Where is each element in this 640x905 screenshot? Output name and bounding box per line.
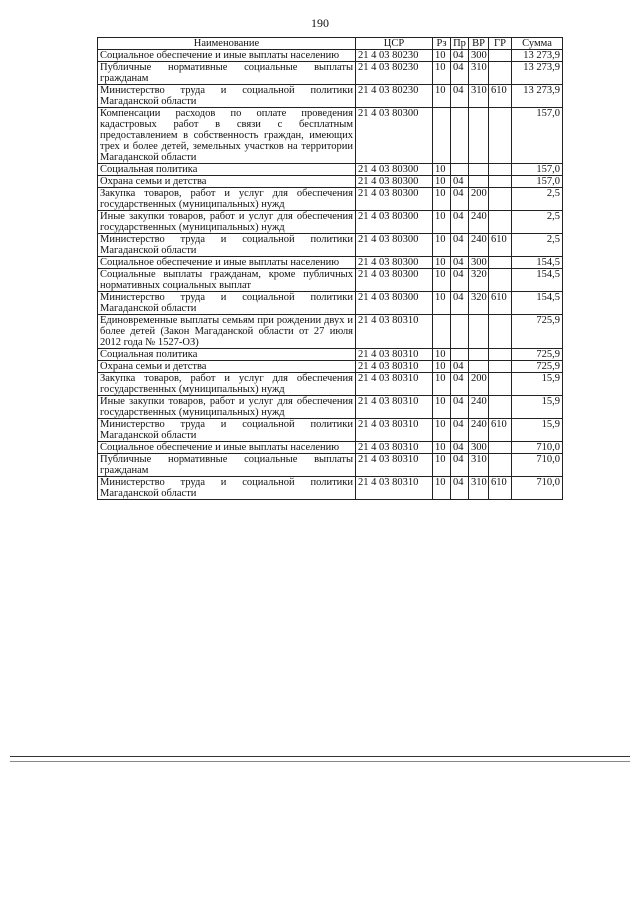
cell-name: Публичные нормативные социальные выплаты гражданам: [98, 62, 356, 85]
table-row: [98, 315, 563, 349]
cell-gr: [489, 315, 512, 349]
cell-pr: [451, 108, 469, 164]
cell-rz: 10: [433, 188, 451, 211]
cell-gr: [489, 373, 512, 396]
cell-gr: [489, 62, 512, 85]
budget-table: [97, 37, 563, 500]
cell-rz: 10: [433, 257, 451, 269]
cell-csr: 21 4 03 80310: [356, 361, 433, 373]
cell-gr: [489, 442, 512, 454]
cell-rz: 10: [433, 234, 451, 257]
cell-pr: 04: [451, 234, 469, 257]
header-name: Наименование: [98, 38, 356, 50]
cell-pr: 04: [451, 361, 469, 373]
cell-pr: 04: [451, 269, 469, 292]
cell-sum: 2,5: [512, 234, 563, 257]
cell-sum: 154,5: [512, 269, 563, 292]
cell-pr: [451, 164, 469, 176]
cell-rz: 10: [433, 62, 451, 85]
cell-vr: 200: [469, 188, 489, 211]
cell-sum: 725,9: [512, 315, 563, 349]
cell-sum: 154,5: [512, 257, 563, 269]
table-row: [98, 176, 563, 188]
table-row: [98, 85, 563, 108]
cell-pr: 04: [451, 477, 469, 500]
cell-csr: 21 4 03 80310: [356, 315, 433, 349]
cell-pr: 04: [451, 454, 469, 477]
cell-name: Социальное обеспечение и иные выплаты населению: [98, 442, 356, 454]
cell-gr: [489, 164, 512, 176]
table-row: [98, 349, 563, 361]
cell-gr: [489, 269, 512, 292]
cell-name: Единовременные выплаты семьям при рождении двух и более детей (Закон Магаданской области от 27 июля 2012 года № 1527-ОЗ): [98, 315, 356, 349]
cell-name: Социальное обеспечение и иные выплаты населению: [98, 257, 356, 269]
cell-vr: 240: [469, 419, 489, 442]
cell-pr: [451, 315, 469, 349]
table-row: [98, 442, 563, 454]
cell-csr: 21 4 03 80300: [356, 234, 433, 257]
cell-sum: 157,0: [512, 164, 563, 176]
table-row: [98, 373, 563, 396]
cell-csr: 21 4 03 80310: [356, 419, 433, 442]
cell-rz: 10: [433, 164, 451, 176]
cell-pr: 04: [451, 50, 469, 62]
cell-sum: 157,0: [512, 176, 563, 188]
cell-vr: 320: [469, 292, 489, 315]
cell-vr: 310: [469, 85, 489, 108]
header-csr: ЦСР: [356, 38, 433, 50]
cell-csr: 21 4 03 80300: [356, 176, 433, 188]
header-rz: Рз: [433, 38, 451, 50]
table-row: [98, 269, 563, 292]
cell-sum: 2,5: [512, 211, 563, 234]
table-row: [98, 164, 563, 176]
cell-name: Социальное обеспечение и иные выплаты населению: [98, 50, 356, 62]
cell-name: Министерство труда и социальной политики Магаданской области: [98, 419, 356, 442]
cell-rz: 10: [433, 396, 451, 419]
cell-csr: 21 4 03 80300: [356, 188, 433, 211]
cell-vr: 310: [469, 62, 489, 85]
cell-csr: 21 4 03 80300: [356, 108, 433, 164]
table-row: [98, 292, 563, 315]
divider-line: [10, 756, 630, 757]
cell-name: Иные закупки товаров, работ и услуг для обеспечения государственных (муниципальных) нужд: [98, 396, 356, 419]
cell-sum: 15,9: [512, 373, 563, 396]
table-row: [98, 454, 563, 477]
cell-vr: 310: [469, 477, 489, 500]
cell-name: Закупка товаров, работ и услуг для обеспечения государственных (муниципальных) нужд: [98, 188, 356, 211]
cell-vr: 310: [469, 454, 489, 477]
cell-name: Социальная политика: [98, 164, 356, 176]
cell-sum: 13 273,9: [512, 62, 563, 85]
cell-name: Охрана семьи и детства: [98, 176, 356, 188]
cell-sum: 710,0: [512, 477, 563, 500]
cell-sum: 157,0: [512, 108, 563, 164]
table-row: [98, 50, 563, 62]
cell-gr: 610: [489, 234, 512, 257]
cell-pr: 04: [451, 442, 469, 454]
cell-gr: [489, 176, 512, 188]
cell-gr: [489, 361, 512, 373]
cell-name: Социальная политика: [98, 349, 356, 361]
header-vr: ВР: [469, 38, 489, 50]
cell-sum: 154,5: [512, 292, 563, 315]
cell-rz: 10: [433, 349, 451, 361]
cell-csr: 21 4 03 80310: [356, 349, 433, 361]
table-row: [98, 419, 563, 442]
cell-vr: [469, 315, 489, 349]
cell-rz: 10: [433, 211, 451, 234]
cell-vr: 300: [469, 257, 489, 269]
cell-name: Министерство труда и социальной политики Магаданской области: [98, 292, 356, 315]
cell-gr: [489, 50, 512, 62]
cell-rz: 10: [433, 176, 451, 188]
cell-gr: [489, 211, 512, 234]
cell-csr: 21 4 03 80310: [356, 477, 433, 500]
table-row: [98, 108, 563, 164]
cell-sum: 13 273,9: [512, 85, 563, 108]
cell-rz: 10: [433, 454, 451, 477]
cell-name: Охрана семьи и детства: [98, 361, 356, 373]
cell-csr: 21 4 03 80300: [356, 257, 433, 269]
cell-pr: 04: [451, 188, 469, 211]
cell-vr: 200: [469, 373, 489, 396]
cell-vr: 240: [469, 234, 489, 257]
cell-pr: 04: [451, 373, 469, 396]
cell-pr: 04: [451, 85, 469, 108]
cell-gr: 610: [489, 477, 512, 500]
cell-vr: [469, 176, 489, 188]
cell-name: Министерство труда и социальной политики Магаданской области: [98, 234, 356, 257]
cell-vr: 300: [469, 50, 489, 62]
cell-name: Иные закупки товаров, работ и услуг для обеспечения государственных (муниципальных) нужд: [98, 211, 356, 234]
table-row: [98, 257, 563, 269]
table-row: [98, 234, 563, 257]
cell-vr: [469, 361, 489, 373]
cell-name: Министерство труда и социальной политики Магаданской области: [98, 477, 356, 500]
cell-vr: 240: [469, 396, 489, 419]
cell-sum: 2,5: [512, 188, 563, 211]
cell-vr: [469, 349, 489, 361]
cell-pr: 04: [451, 396, 469, 419]
table-row: [98, 188, 563, 211]
cell-rz: 10: [433, 373, 451, 396]
cell-gr: [489, 396, 512, 419]
header-pr: Пр: [451, 38, 469, 50]
cell-rz: 10: [433, 477, 451, 500]
cell-sum: 710,0: [512, 454, 563, 477]
cell-gr: [489, 108, 512, 164]
cell-csr: 21 4 03 80230: [356, 85, 433, 108]
cell-rz: 10: [433, 419, 451, 442]
cell-csr: 21 4 03 80300: [356, 211, 433, 234]
table-body: [98, 50, 563, 500]
table-row: [98, 477, 563, 500]
cell-pr: 04: [451, 176, 469, 188]
cell-csr: 21 4 03 80300: [356, 269, 433, 292]
table-row: [98, 361, 563, 373]
table-row: [98, 211, 563, 234]
cell-pr: 04: [451, 419, 469, 442]
cell-pr: 04: [451, 211, 469, 234]
cell-csr: 21 4 03 80230: [356, 62, 433, 85]
cell-sum: 15,9: [512, 419, 563, 442]
cell-name: Министерство труда и социальной политики Магаданской области: [98, 85, 356, 108]
cell-vr: 320: [469, 269, 489, 292]
cell-gr: [489, 454, 512, 477]
divider-line-secondary: [10, 761, 630, 762]
table-header-row: [98, 38, 563, 50]
cell-gr: 610: [489, 85, 512, 108]
cell-csr: 21 4 03 80300: [356, 292, 433, 315]
cell-pr: 04: [451, 257, 469, 269]
cell-pr: [451, 349, 469, 361]
cell-rz: 10: [433, 85, 451, 108]
cell-csr: 21 4 03 80310: [356, 373, 433, 396]
header-sum: Сумма: [512, 38, 563, 50]
cell-csr: 21 4 03 80310: [356, 396, 433, 419]
cell-csr: 21 4 03 80310: [356, 442, 433, 454]
cell-name: Закупка товаров, работ и услуг для обеспечения государственных (муниципальных) нужд: [98, 373, 356, 396]
cell-sum: 710,0: [512, 442, 563, 454]
cell-vr: 240: [469, 211, 489, 234]
cell-gr: [489, 188, 512, 211]
cell-rz: 10: [433, 269, 451, 292]
cell-gr: [489, 257, 512, 269]
page-number: 190: [311, 16, 329, 30]
cell-gr: 610: [489, 292, 512, 315]
table-row: [98, 396, 563, 419]
cell-rz: 10: [433, 50, 451, 62]
cell-vr: [469, 164, 489, 176]
cell-pr: 04: [451, 62, 469, 85]
cell-name: Социальные выплаты гражданам, кроме публичных нормативных социальных выплат: [98, 269, 356, 292]
cell-name: Компенсации расходов по оплате проведения кадастровых работ в связи с бесплатным предоставлением в собственность граждан, имеющих трех и более детей, земельных участков на территории Магаданской области: [98, 108, 356, 164]
cell-gr: [489, 349, 512, 361]
cell-sum: 13 273,9: [512, 50, 563, 62]
cell-csr: 21 4 03 80310: [356, 454, 433, 477]
cell-rz: [433, 315, 451, 349]
cell-gr: 610: [489, 419, 512, 442]
cell-rz: 10: [433, 292, 451, 315]
cell-sum: 15,9: [512, 396, 563, 419]
header-gr: ГР: [489, 38, 512, 50]
cell-sum: 725,9: [512, 361, 563, 373]
cell-rz: 10: [433, 361, 451, 373]
cell-csr: 21 4 03 80300: [356, 164, 433, 176]
cell-rz: [433, 108, 451, 164]
cell-vr: [469, 108, 489, 164]
cell-pr: 04: [451, 292, 469, 315]
cell-rz: 10: [433, 442, 451, 454]
cell-csr: 21 4 03 80230: [356, 50, 433, 62]
table-row: [98, 62, 563, 85]
cell-sum: 725,9: [512, 349, 563, 361]
cell-name: Публичные нормативные социальные выплаты гражданам: [98, 454, 356, 477]
cell-vr: 300: [469, 442, 489, 454]
